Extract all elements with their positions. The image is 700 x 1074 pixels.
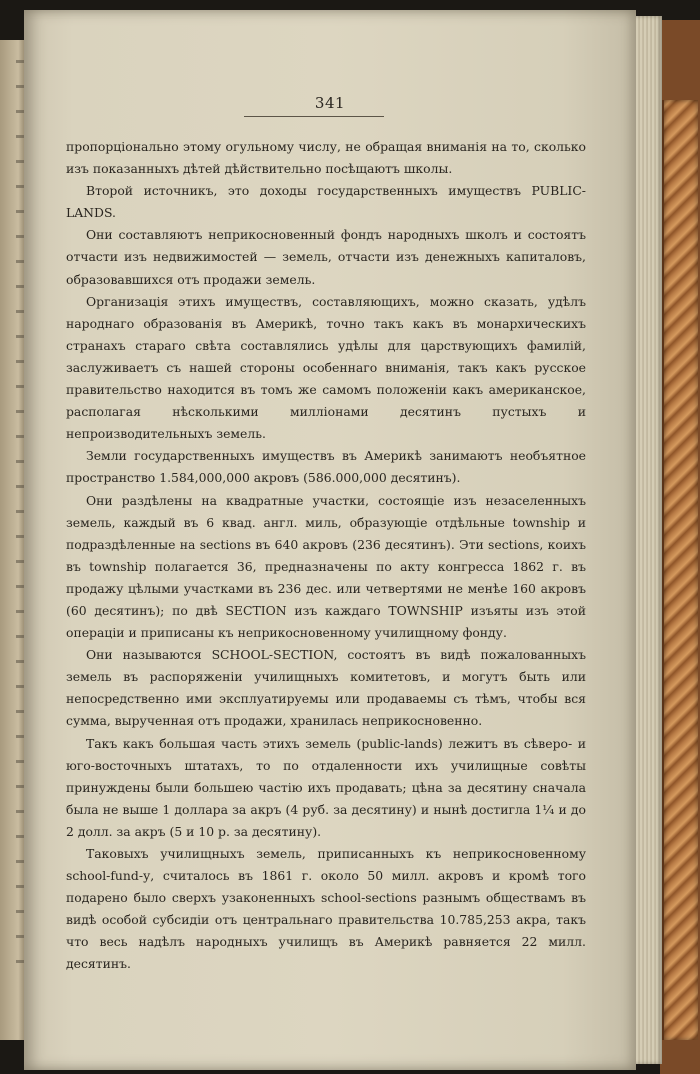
paragraph: Земли государственныхъ имуществъ въ Америкѣ занимаютъ необъятное пространство 1.584,000,000 акровъ (586.000,000 десятинъ). bbox=[66, 448, 586, 486]
paragraph: Организація этихъ имуществъ, составляющихъ, можно сказать, удѣлъ народнаго образованія въ Америкѣ, точно такъ какъ въ монархическихъ странахъ стараго свѣта составлялись удѣлы для царствующихъ фамилій, заслуживаетъ съ нашей стороны особеннаго вниманія, такъ какъ русское правительство находится въ томъ же самомъ положеніи какъ американское, располагая нѣсколькими милліонами десятинъ пустыхъ и непроизводительныхъ земель. bbox=[66, 293, 586, 442]
book-page bbox=[24, 10, 636, 1070]
paragraph: Второй источникъ, это доходы государственныхъ имуществъ PUBLIC-LANDS. bbox=[66, 183, 586, 221]
page-number-rule bbox=[244, 116, 384, 117]
cover-braid-decoration bbox=[662, 100, 698, 1040]
facing-page-edge bbox=[0, 40, 26, 1040]
paragraph: Такъ какъ большая часть этихъ земель (public-lands) лежитъ въ сѣверо- и юго-восточныхъ штатахъ, то по отдаленности ихъ училищные совѣты принуждены были большею частію ихъ продавать; цѣна за десятину сначала была не выше 1 доллара за акръ (4 руб. за десятину) и нынѣ достигла 1¼ и до 2 долл. за акръ (5 и 10 р. за десятину). bbox=[66, 735, 586, 839]
paragraph: пропорціонально этому огульному числу, не обращая вниманія на то, сколько изъ показанныхъ дѣтей дѣйствительно посѣщаютъ школы. bbox=[66, 139, 586, 177]
paragraph: Они составляютъ неприкосновенный фондъ народныхъ школъ и состоятъ отчасти изъ недвижимостей — земель, отчасти изъ денежныхъ капиталовъ, образовавшихся отъ продажи земель. bbox=[66, 227, 586, 287]
paragraph: Они раздѣлены на квадратные участки, состоящіе изъ незаселенныхъ земель, каждый въ 6 квад. англ. миль, образующіе отдѣльные township и подраздѣленные на sections въ 640 акровъ (236 десятинъ). Эти sections, коихъ въ township полагается 36, предназначены по акту конгресса 1862 г. въ продажу цѣлыми участками въ 236 дес. или четвертями не менѣе 160 акровъ (60 десятинъ); по двѣ SECTION изъ каждаго TOWNSHIP изъяты изъ этой операціи и приписаны къ неприкосновенному училищному фонду. bbox=[66, 492, 586, 641]
paragraph: Они называются SCHOOL-SECTION, состоятъ въ видѣ пожалованныхъ земель въ распоряженіи училищныхъ комитетовъ, и могутъ быть или непосредственно ими эксплуатируемы или продаваемы съ тѣмъ, чтобы вся сумма, вырученная отъ продажи, хранилась неприкосновенно. bbox=[66, 647, 586, 729]
page-number: 341 bbox=[314, 94, 346, 112]
paragraph: Таковыхъ училищныхъ земель, приписанныхъ къ неприкосновенному school-fund-у, считалось въ 1861 г. около 50 милл. акровъ и кромѣ того подарено было сверхъ узаконенныхъ school-sections разнымъ обществамъ въ видѣ особой субсидіи отъ центральнаго правительства 10.785,253 акра, такъ что весь надѣлъ народныхъ училищъ въ Америкѣ равняется 22 милл. десятинъ. bbox=[66, 846, 586, 972]
page-body bbox=[66, 136, 586, 976]
